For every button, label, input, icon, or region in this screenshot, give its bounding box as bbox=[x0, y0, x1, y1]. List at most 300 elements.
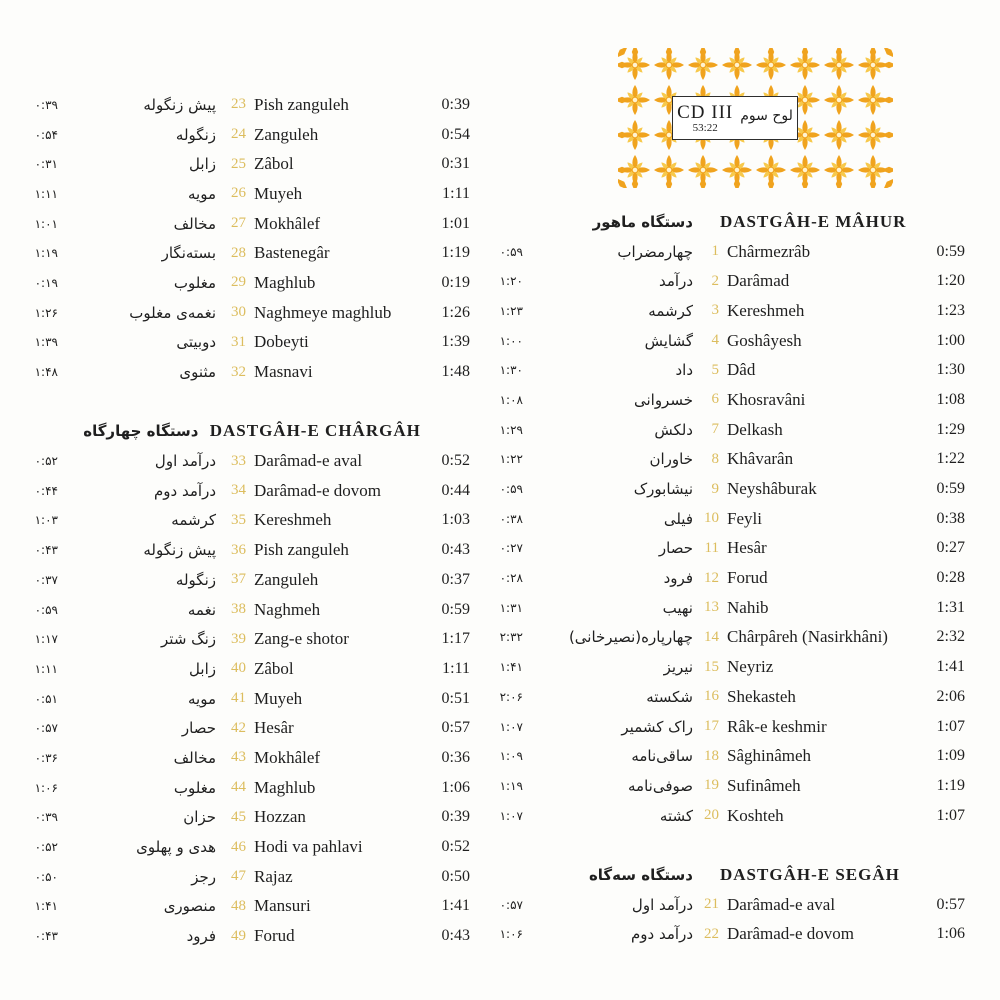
track-number: 49 bbox=[231, 927, 246, 944]
track-title-fa: زنگ شتر bbox=[161, 630, 216, 649]
track-row bbox=[20, 506, 470, 536]
track-title-en: Mokhâlef bbox=[254, 747, 321, 767]
track-title-fa: ساقی‌نامه bbox=[631, 747, 693, 766]
track-duration: 0:57 bbox=[441, 719, 470, 737]
track-number: 33 bbox=[231, 452, 246, 469]
track-duration: 2:32 bbox=[936, 628, 965, 646]
track-title-en: Sufinâmeh bbox=[727, 775, 801, 795]
track-title-fa: مویه bbox=[187, 689, 216, 708]
track-row bbox=[20, 238, 470, 268]
track-title-en: Hesâr bbox=[727, 538, 767, 558]
track-title-en: Darâmad-e aval bbox=[254, 451, 363, 471]
track-number: 18 bbox=[704, 747, 719, 764]
cd-label-group bbox=[677, 103, 733, 134]
track-duration: 1:41 bbox=[936, 658, 965, 676]
track-row bbox=[485, 385, 965, 415]
track-duration: 0:39 bbox=[441, 808, 470, 826]
track-duration: 0:39 bbox=[441, 95, 470, 113]
track-duration-fa: ۱:۰۶ bbox=[499, 927, 523, 942]
track-duration-fa: ۰:۵۱ bbox=[34, 691, 58, 706]
track-row bbox=[485, 474, 965, 504]
track-duration-fa: ۱:۴۱ bbox=[34, 899, 58, 914]
track-duration: 0:44 bbox=[441, 481, 470, 499]
track-title-en: Dâd bbox=[727, 360, 756, 380]
track-title-en: Zanguleh bbox=[254, 124, 319, 144]
track-title-en: Zang-e shotor bbox=[254, 629, 349, 649]
track-duration: 0:59 bbox=[441, 600, 470, 618]
track-row bbox=[20, 684, 470, 714]
track-row bbox=[485, 801, 965, 831]
track-title-fa: نهیب bbox=[662, 598, 693, 617]
track-title-fa: خاوران bbox=[649, 450, 693, 469]
track-title-fa: منصوری bbox=[163, 897, 216, 916]
track-row bbox=[485, 682, 965, 712]
track-title-en: Rajaz bbox=[254, 866, 293, 886]
cd-label-fa: لوح سوم bbox=[740, 108, 793, 124]
track-title-fa: مغلوب bbox=[173, 273, 216, 292]
track-title-en: Darâmad-e dovom bbox=[727, 924, 854, 944]
track-duration: 0:36 bbox=[441, 748, 470, 766]
track-title-fa: مغلوب bbox=[173, 778, 216, 797]
track-duration: 1:07 bbox=[936, 806, 965, 824]
track-row bbox=[485, 445, 965, 475]
cd-ornament bbox=[618, 48, 893, 188]
track-number: 34 bbox=[231, 482, 246, 499]
track-duration-fa: ۰:۵۲ bbox=[34, 454, 58, 469]
track-number: 24 bbox=[231, 126, 246, 143]
track-row bbox=[485, 237, 965, 267]
track-row bbox=[20, 773, 470, 803]
track-title-en: Forud bbox=[727, 568, 768, 588]
track-duration: 0:50 bbox=[441, 867, 470, 885]
section-title-fa: دستگاه چهارگاه bbox=[83, 422, 199, 441]
track-duration: 1:11 bbox=[442, 659, 470, 677]
track-title-en: Shekasteh bbox=[727, 686, 796, 706]
track-title-en: Hesâr bbox=[254, 718, 294, 738]
track-row bbox=[20, 624, 470, 654]
track-title-fa: درآمد دوم bbox=[631, 925, 693, 944]
track-title-en: Koshteh bbox=[727, 805, 784, 825]
track-title-fa: مخالف bbox=[173, 214, 216, 233]
track-duration-fa: ۱:۰۳ bbox=[34, 513, 58, 528]
track-title-en: Naghmeh bbox=[254, 599, 321, 619]
track-number: 15 bbox=[704, 658, 719, 675]
track-duration: 1:11 bbox=[442, 184, 470, 202]
track-title-fa: زابل bbox=[189, 155, 216, 174]
track-duration-fa: ۱:۱۹ bbox=[34, 246, 58, 261]
track-duration-fa: ۰:۴۳ bbox=[34, 929, 58, 944]
track-number: 19 bbox=[704, 777, 719, 794]
track-title-fa: حزان bbox=[183, 808, 216, 827]
track-title-en: Mokhâlef bbox=[254, 213, 321, 233]
track-duration-fa: ۱:۰۸ bbox=[499, 392, 523, 407]
track-row bbox=[485, 652, 965, 682]
track-duration: 1:03 bbox=[441, 511, 470, 529]
track-duration: 2:06 bbox=[936, 687, 965, 705]
track-number: 3 bbox=[711, 302, 719, 319]
track-row bbox=[20, 832, 470, 862]
track-duration-fa: ۰:۵۷ bbox=[34, 721, 58, 736]
track-number: 23 bbox=[231, 96, 246, 113]
track-duration-fa: ۰:۵۹ bbox=[499, 482, 523, 497]
track-row bbox=[485, 415, 965, 445]
track-title-fa: چهارمضراب bbox=[617, 242, 693, 261]
track-row bbox=[485, 890, 965, 920]
track-number: 8 bbox=[711, 450, 719, 467]
track-row bbox=[485, 741, 965, 771]
track-title-fa: فرود bbox=[663, 569, 693, 588]
cd-label-box bbox=[672, 96, 798, 140]
track-title-fa: رجز bbox=[191, 867, 216, 886]
track-title-en: Râk-e keshmir bbox=[727, 716, 827, 736]
track-duration-fa: ۱:۰۹ bbox=[499, 749, 523, 764]
track-duration-fa: ۱:۱۹ bbox=[499, 778, 523, 793]
track-number: 42 bbox=[231, 719, 246, 736]
track-number: 10 bbox=[704, 510, 719, 527]
track-number: 48 bbox=[231, 897, 246, 914]
track-title-en: Masnavi bbox=[254, 362, 313, 382]
track-duration-fa: ۰:۵۹ bbox=[34, 602, 58, 617]
track-number: 31 bbox=[231, 333, 246, 350]
track-number: 14 bbox=[704, 628, 719, 645]
track-duration-fa: ۱:۳۹ bbox=[34, 335, 58, 350]
track-duration-fa: ۰:۳۱ bbox=[34, 157, 58, 172]
track-duration-fa: ۰:۳۹ bbox=[34, 810, 58, 825]
track-duration: 1:09 bbox=[936, 747, 965, 765]
track-number: 21 bbox=[704, 896, 719, 913]
section-title-en: DASTGÂH-E SEGÂH bbox=[720, 864, 900, 884]
track-title-en: Kereshmeh bbox=[254, 510, 332, 530]
track-duration-fa: ۱:۰۷ bbox=[499, 719, 523, 734]
track-duration: 1:39 bbox=[441, 333, 470, 351]
track-duration-fa: ۰:۵۹ bbox=[499, 244, 523, 259]
track-duration-fa: ۰:۲۸ bbox=[499, 571, 523, 586]
track-title-fa: حصار bbox=[181, 719, 216, 738]
track-title-en: Delkash bbox=[727, 419, 783, 439]
track-duration: 0:52 bbox=[441, 452, 470, 470]
track-number: 32 bbox=[231, 363, 246, 380]
track-duration-fa: ۱:۴۸ bbox=[34, 365, 58, 380]
cd-number: CD III bbox=[677, 101, 734, 123]
track-duration: 0:57 bbox=[936, 895, 965, 913]
track-title-fa: خسروانی bbox=[633, 390, 693, 409]
track-number: 47 bbox=[231, 868, 246, 885]
track-duration: 1:48 bbox=[441, 363, 470, 381]
track-row bbox=[20, 357, 470, 387]
track-title-fa: فرود bbox=[186, 927, 216, 946]
track-title-fa: درآمد اول bbox=[154, 452, 216, 471]
track-title-en: Darâmad-e aval bbox=[727, 894, 836, 914]
track-number: 2 bbox=[711, 272, 719, 289]
track-number: 7 bbox=[711, 421, 719, 438]
track-title-fa: نغمه‌ی مغلوب bbox=[129, 303, 216, 322]
track-title-fa: چهارپاره(نصیرخانی) bbox=[568, 628, 693, 647]
track-row bbox=[485, 623, 965, 653]
track-row bbox=[20, 268, 470, 298]
track-title-fa: نیشابورک bbox=[633, 480, 693, 499]
track-duration-fa: ۱:۴۱ bbox=[499, 660, 523, 675]
track-title-fa: زابل bbox=[189, 659, 216, 678]
track-duration: 0:59 bbox=[936, 242, 965, 260]
track-row bbox=[20, 565, 470, 595]
track-row bbox=[20, 149, 470, 179]
section-spacer bbox=[20, 387, 470, 417]
track-number: 4 bbox=[711, 332, 719, 349]
section-spacer bbox=[485, 830, 965, 860]
track-duration: 0:31 bbox=[441, 155, 470, 173]
track-row bbox=[20, 476, 470, 506]
track-number: 20 bbox=[704, 807, 719, 824]
track-number: 40 bbox=[231, 660, 246, 677]
track-title-en: Chârpâreh (Nasirkhâni) bbox=[727, 627, 888, 647]
track-row bbox=[20, 535, 470, 565]
section-header bbox=[485, 860, 965, 890]
track-title-fa: کرشمه bbox=[171, 511, 216, 530]
track-title-en: Darâmad-e dovom bbox=[254, 480, 381, 500]
track-duration-fa: ۰:۴۳ bbox=[34, 543, 58, 558]
track-title-fa: راک کشمیر bbox=[621, 717, 693, 736]
track-duration: 1:41 bbox=[441, 897, 470, 915]
section-title-fa: دستگاه سه‌گاه bbox=[588, 865, 693, 884]
track-title-fa: بسته‌نگار bbox=[161, 244, 216, 263]
section-title-en: DASTGÂH-E MÂHUR bbox=[720, 211, 907, 231]
track-title-en: Maghlub bbox=[254, 272, 316, 292]
track-number: 41 bbox=[231, 690, 246, 707]
track-title-en: Khâvarân bbox=[727, 449, 794, 469]
track-duration-fa: ۱:۱۱ bbox=[34, 186, 58, 201]
track-title-fa: هدی و پهلوی bbox=[136, 838, 216, 857]
track-title-fa: مخالف bbox=[173, 748, 216, 767]
track-title-fa: مویه bbox=[187, 184, 216, 203]
track-row bbox=[20, 862, 470, 892]
track-number: 30 bbox=[231, 304, 246, 321]
track-duration-fa: ۱:۱۱ bbox=[34, 661, 58, 676]
track-number: 44 bbox=[231, 779, 246, 796]
track-title-fa: صوفی‌نامه bbox=[628, 776, 693, 795]
track-title-fa: شکسته bbox=[646, 687, 693, 706]
track-title-fa: فیلی bbox=[663, 509, 693, 528]
track-number: 9 bbox=[711, 480, 719, 497]
track-row bbox=[20, 120, 470, 150]
track-duration: 0:43 bbox=[441, 927, 470, 945]
track-duration: 1:29 bbox=[936, 420, 965, 438]
track-row bbox=[485, 712, 965, 742]
track-row bbox=[485, 355, 965, 385]
track-row bbox=[485, 771, 965, 801]
track-title-en: Hozzan bbox=[254, 807, 306, 827]
section-header bbox=[485, 207, 965, 237]
track-title-fa: درآمد bbox=[659, 272, 693, 291]
track-duration-fa: ۰:۵۲ bbox=[34, 840, 58, 855]
track-number: 22 bbox=[704, 925, 719, 942]
track-title-en: Maghlub bbox=[254, 777, 316, 797]
track-row bbox=[20, 654, 470, 684]
section-title-en: DASTGÂH-E CHÂRGÂH bbox=[209, 421, 421, 441]
track-title-fa: کشته bbox=[659, 806, 693, 825]
track-duration: 0:43 bbox=[441, 541, 470, 559]
section-title-fa: دستگاه ماهور bbox=[592, 212, 693, 231]
track-number: 28 bbox=[231, 244, 246, 261]
track-duration: 1:06 bbox=[441, 778, 470, 796]
track-number: 1 bbox=[711, 243, 719, 260]
track-title-fa: نیریز bbox=[663, 658, 693, 677]
track-row bbox=[20, 90, 470, 120]
track-number: 46 bbox=[231, 838, 246, 855]
track-row bbox=[485, 266, 965, 296]
track-row bbox=[20, 743, 470, 773]
track-duration-fa: ۱:۲۰ bbox=[499, 274, 523, 289]
track-row bbox=[20, 921, 470, 951]
track-duration-fa: ۱:۰۱ bbox=[34, 216, 58, 231]
track-duration-fa: ۱:۲۹ bbox=[499, 422, 523, 437]
track-title-en: Zâbol bbox=[254, 658, 294, 678]
track-row bbox=[20, 803, 470, 833]
track-number: 25 bbox=[231, 155, 246, 172]
track-number: 5 bbox=[711, 361, 719, 378]
track-duration: 1:19 bbox=[441, 244, 470, 262]
track-duration-fa: ۱:۰۷ bbox=[499, 808, 523, 823]
track-duration-fa: ۱:۲۳ bbox=[499, 303, 523, 318]
track-duration: 1:06 bbox=[936, 925, 965, 943]
track-row bbox=[485, 563, 965, 593]
track-duration: 0:51 bbox=[441, 689, 470, 707]
track-title-en: Nahib bbox=[727, 597, 769, 617]
track-title-fa: گشایش bbox=[644, 331, 693, 350]
track-number: 12 bbox=[704, 569, 719, 586]
track-duration: 0:27 bbox=[936, 539, 965, 557]
track-duration-fa: ۰:۱۹ bbox=[34, 275, 58, 290]
track-row bbox=[20, 179, 470, 209]
track-duration-fa: ۲:۳۲ bbox=[499, 630, 523, 645]
track-number: 27 bbox=[231, 215, 246, 232]
track-row bbox=[485, 326, 965, 356]
track-title-en: Pish zanguleh bbox=[254, 540, 349, 560]
track-title-fa: زنگوله bbox=[175, 570, 216, 589]
track-title-en: Darâmad bbox=[727, 271, 790, 291]
track-list-right bbox=[485, 207, 965, 949]
track-duration-fa: ۱:۲۶ bbox=[34, 305, 58, 320]
track-duration: 0:38 bbox=[936, 509, 965, 527]
track-row bbox=[485, 534, 965, 564]
track-duration-fa: ۰:۳۶ bbox=[34, 750, 58, 765]
track-row bbox=[20, 595, 470, 625]
track-duration: 1:31 bbox=[936, 598, 965, 616]
track-number: 16 bbox=[704, 688, 719, 705]
track-title-en: Sâghinâmeh bbox=[727, 746, 812, 766]
track-row bbox=[20, 209, 470, 239]
track-title-en: Kereshmeh bbox=[727, 300, 805, 320]
track-title-fa: مثنوی bbox=[179, 363, 216, 382]
track-duration-fa: ۰:۳۸ bbox=[499, 511, 523, 526]
track-number: 26 bbox=[231, 185, 246, 202]
track-number: 38 bbox=[231, 601, 246, 618]
track-duration-fa: ۱:۰۶ bbox=[34, 780, 58, 795]
track-number: 45 bbox=[231, 808, 246, 825]
track-row bbox=[20, 892, 470, 922]
track-row bbox=[485, 296, 965, 326]
track-duration: 1:26 bbox=[441, 303, 470, 321]
track-title-fa: پیش زنگوله bbox=[143, 541, 216, 560]
track-title-en: Forud bbox=[254, 926, 295, 946]
track-title-en: Feyli bbox=[727, 508, 762, 528]
track-row bbox=[485, 920, 965, 950]
track-row bbox=[485, 504, 965, 534]
track-title-en: Mansuri bbox=[254, 896, 311, 916]
track-title-en: Dobeyti bbox=[254, 332, 309, 352]
track-duration-fa: ۱:۱۷ bbox=[34, 632, 58, 647]
track-title-fa: پیش زنگوله bbox=[143, 95, 216, 114]
track-title-en: Khosravâni bbox=[727, 389, 806, 409]
track-number: 39 bbox=[231, 630, 246, 647]
track-duration: 0:37 bbox=[441, 570, 470, 588]
track-number: 11 bbox=[704, 539, 719, 556]
track-title-en: Bastenegâr bbox=[254, 243, 330, 263]
track-duration-fa: ۰:۲۷ bbox=[499, 541, 523, 556]
track-duration-fa: ۰:۵۰ bbox=[34, 869, 58, 884]
track-number: 43 bbox=[231, 749, 246, 766]
track-row bbox=[20, 713, 470, 743]
track-duration: 1:08 bbox=[936, 390, 965, 408]
track-duration: 0:52 bbox=[441, 838, 470, 856]
track-title-fa: درآمد اول bbox=[631, 895, 693, 914]
track-row bbox=[20, 298, 470, 328]
track-title-en: Chârmezrâb bbox=[727, 241, 811, 261]
track-duration-fa: ۲:۰۶ bbox=[499, 689, 523, 704]
track-duration: 1:01 bbox=[441, 214, 470, 232]
track-duration: 1:20 bbox=[936, 272, 965, 290]
track-duration-fa: ۱:۰۰ bbox=[499, 333, 523, 348]
track-duration: 1:22 bbox=[936, 450, 965, 468]
track-duration: 0:19 bbox=[441, 273, 470, 291]
track-number: 29 bbox=[231, 274, 246, 291]
track-title-en: Neyriz bbox=[727, 657, 774, 677]
track-duration: 0:59 bbox=[936, 480, 965, 498]
track-title-fa: کرشمه bbox=[648, 301, 693, 320]
track-number: 13 bbox=[704, 599, 719, 616]
cd-total-duration: 53:22 bbox=[692, 121, 718, 134]
track-title-en: Muyeh bbox=[254, 183, 303, 203]
track-duration-fa: ۰:۴۴ bbox=[34, 483, 58, 498]
track-duration-fa: ۰:۳۷ bbox=[34, 572, 58, 587]
track-title-en: Naghmeye maghlub bbox=[254, 302, 392, 322]
track-number: 35 bbox=[231, 511, 246, 528]
track-title-en: Neyshâburak bbox=[727, 479, 817, 499]
track-title-en: Pish zanguleh bbox=[254, 94, 349, 114]
track-title-fa: زنگوله bbox=[175, 125, 216, 144]
track-duration: 1:17 bbox=[441, 630, 470, 648]
track-title-en: Zâbol bbox=[254, 154, 294, 174]
track-number: 36 bbox=[231, 541, 246, 558]
track-title-fa: نغمه bbox=[187, 600, 216, 619]
track-title-en: Zanguleh bbox=[254, 569, 319, 589]
track-duration: 0:54 bbox=[441, 125, 470, 143]
track-duration-fa: ۱:۳۱ bbox=[499, 600, 523, 615]
track-title-en: Goshâyesh bbox=[727, 330, 802, 350]
track-duration-fa: ۰:۵۷ bbox=[499, 897, 523, 912]
section-header bbox=[20, 417, 470, 447]
track-number: 37 bbox=[231, 571, 246, 588]
track-duration: 1:23 bbox=[936, 301, 965, 319]
track-row bbox=[20, 328, 470, 358]
track-title-fa: حصار bbox=[658, 539, 693, 558]
track-duration: 1:07 bbox=[936, 717, 965, 735]
track-title-en: Hodi va pahlavi bbox=[254, 837, 363, 857]
track-duration-fa: ۰:۳۹ bbox=[34, 97, 58, 112]
track-duration-fa: ۱:۳۰ bbox=[499, 363, 523, 378]
track-number: 6 bbox=[711, 391, 719, 408]
track-duration: 1:30 bbox=[936, 361, 965, 379]
track-title-fa: دلکش bbox=[654, 420, 693, 439]
